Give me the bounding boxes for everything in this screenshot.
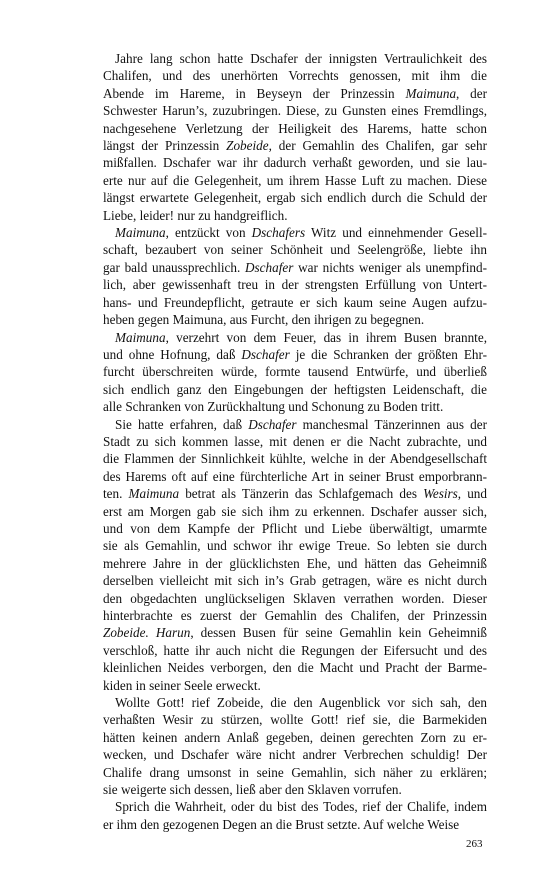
- text-line: Sprich die Wahrheit, oder du bist des Todes, rief der Chalife, indem: [115, 799, 487, 815]
- text-line: ten. Maimuna betrat als Tänzerin das Schlafgemach des Wesirs, und: [103, 486, 487, 502]
- text-line: Stadt zu sich kommen lasse, mit denen er die Nacht zubrachte, und: [103, 433, 487, 449]
- text-line: alle Schranken von Zurückhaltung und Schonung zu Boden tritt.: [103, 399, 444, 415]
- text-line: Chalifen, und des unerhörten Vorrechts genossen, mit ihm die: [103, 68, 487, 84]
- text-line: und von dem Kampfe der Pflicht und Liebe überwältigt, umarmte: [103, 520, 487, 536]
- text-line: den obgedachten unglückseligen Sklaven verrathen worden. Dieser: [103, 590, 487, 606]
- text-line: verhaßten Wesir zu stürzen, wollte Gott! rief sie, die Barmekiden: [103, 712, 487, 728]
- body-text: [103, 50, 487, 833]
- text-line: Wollte Gott! rief Zobeide, die den Augenblick vor sich sah, den: [115, 695, 487, 711]
- text-line: nachgesehene Verletzung der Heiligkeit des Harems, hatte schon: [103, 120, 487, 136]
- text-line: schaft, bezaubert von seiner Schönheit und Seelengröße, liebte ihn: [103, 242, 487, 258]
- text-line: furcht überschreiten würde, formte tausend Entwürfe, und überließ: [103, 364, 487, 380]
- text-line: derselben vielleicht mit sich in’s Grab getragen, wäre es nicht durch: [103, 573, 487, 589]
- text-line: Zobeide. Harun, dessen Busen für seine Gemahlin kein Geheimniß: [103, 625, 488, 641]
- text-line: die Flammen der Sinnlichkeit kühlte, welche in der Abendgesellschaft: [103, 451, 487, 467]
- paragraph: [103, 798, 487, 833]
- text-line: Maimuna, entzückt von Dschafers Witz und einnehmender Gesell-: [115, 225, 488, 241]
- paragraph: [103, 694, 487, 798]
- paragraph: [103, 224, 487, 328]
- text-line: längst erwartete Gelegenheit, ergab sich endlich durch die Schuld der: [103, 190, 487, 206]
- text-line: kleinlichen Neides verborgen, den die Macht und Pracht der Barme-: [103, 660, 487, 676]
- text-line: sie als Gemahlin, und schwor ihr ewige Treue. So lebten sie durch: [103, 538, 487, 554]
- text-line: des Harems oft auf eine fürchterliche Art in seiner Brust emporbrann-: [103, 468, 487, 484]
- text-line: heben gegen Maimuna, aus Furcht, den ihrigen zu begegnen.: [103, 312, 425, 328]
- page-number: 263: [466, 838, 483, 850]
- text-line: und ohne Hofnung, daß Dschafer je die Schranken der größten Ehr-: [103, 346, 487, 362]
- text-line: erst am Morgen gab sie sich ihm zu erkennen. Dschafer ausser sich,: [103, 503, 487, 519]
- text-line: Sie hatte erfahren, daß Dschafer manchesmal Tänzerinnen aus der: [115, 416, 487, 432]
- text-line: hätten keinen andern Anlaß gegeben, deinen gerechten Zorn zu er-: [103, 729, 487, 745]
- text-line: Liebe, leider! nur zu handgreiflich.: [103, 207, 288, 223]
- text-line: verschloß, hatte ihr auch nicht die Regungen der Eifersucht und des: [103, 642, 487, 658]
- text-line: wecken, und Dschafer wäre nicht andrer Verbrechen schuldig! Der: [103, 747, 487, 763]
- paragraph: [103, 416, 487, 695]
- text-line: mißfallen. Dschafer war ihr dadurch verhaßt geworden, und sie lau-: [103, 155, 487, 171]
- text-line: Jahre lang schon hatte Dschafer der innigsten Vertraulichkeit des: [115, 51, 487, 66]
- text-line: mehrere Jahre in der glücklichsten Ehe, und hätten das Geheimniß: [103, 555, 487, 571]
- text-line: hinterbrachte es zuerst der Gemahlin des Chalifen, der Prinzessin: [103, 608, 487, 623]
- text-line: er ihm den gezogenen Degen an die Brust setzte. Auf welche Weise: [103, 816, 460, 832]
- paragraph: [103, 329, 487, 416]
- text-line: Abende im Hareme, in Beyseyn der Prinzessin Maimuna, der: [103, 85, 488, 101]
- text-line: Chalife drang umsonst in seine Gemahlin, sich näher zu erklären;: [103, 764, 487, 780]
- text-line: Schwester Harun’s, zuzubringen. Diese, zu Gunsten eines Fremdlings,: [103, 103, 487, 119]
- text-line: erte nur auf die Gelegenheit, um ihrem Hasse Luft zu machen. Diese: [103, 172, 487, 188]
- paragraph: [103, 50, 487, 224]
- text-line: gar bald unaussprechlich. Dschafer war nichts weniger als unempfind-: [103, 259, 487, 275]
- text-line: Maimuna, verzehrt von dem Feuer, das in ihrem Busen brannte,: [115, 329, 487, 345]
- text-line: hans- und Freundepflicht, getraute er sich kaum seine Augen aufzu-: [103, 294, 487, 310]
- text-line: lich, aber gewissenhaft treu in der strengsten Erfüllung von Untert-: [103, 277, 487, 293]
- text-line: längst der Prinzessin Zobeide, der Gemahlin des Chalifen, gar sehr: [103, 138, 487, 154]
- text-line: kiden in seiner Seele erweckt.: [103, 677, 261, 693]
- text-line: sich endlich ganz den Eingebungen der heftigsten Leidenschaft, die: [103, 381, 487, 397]
- text-line: sie weigerte sich dessen, ließ aber den Sklaven vorrufen.: [103, 782, 402, 798]
